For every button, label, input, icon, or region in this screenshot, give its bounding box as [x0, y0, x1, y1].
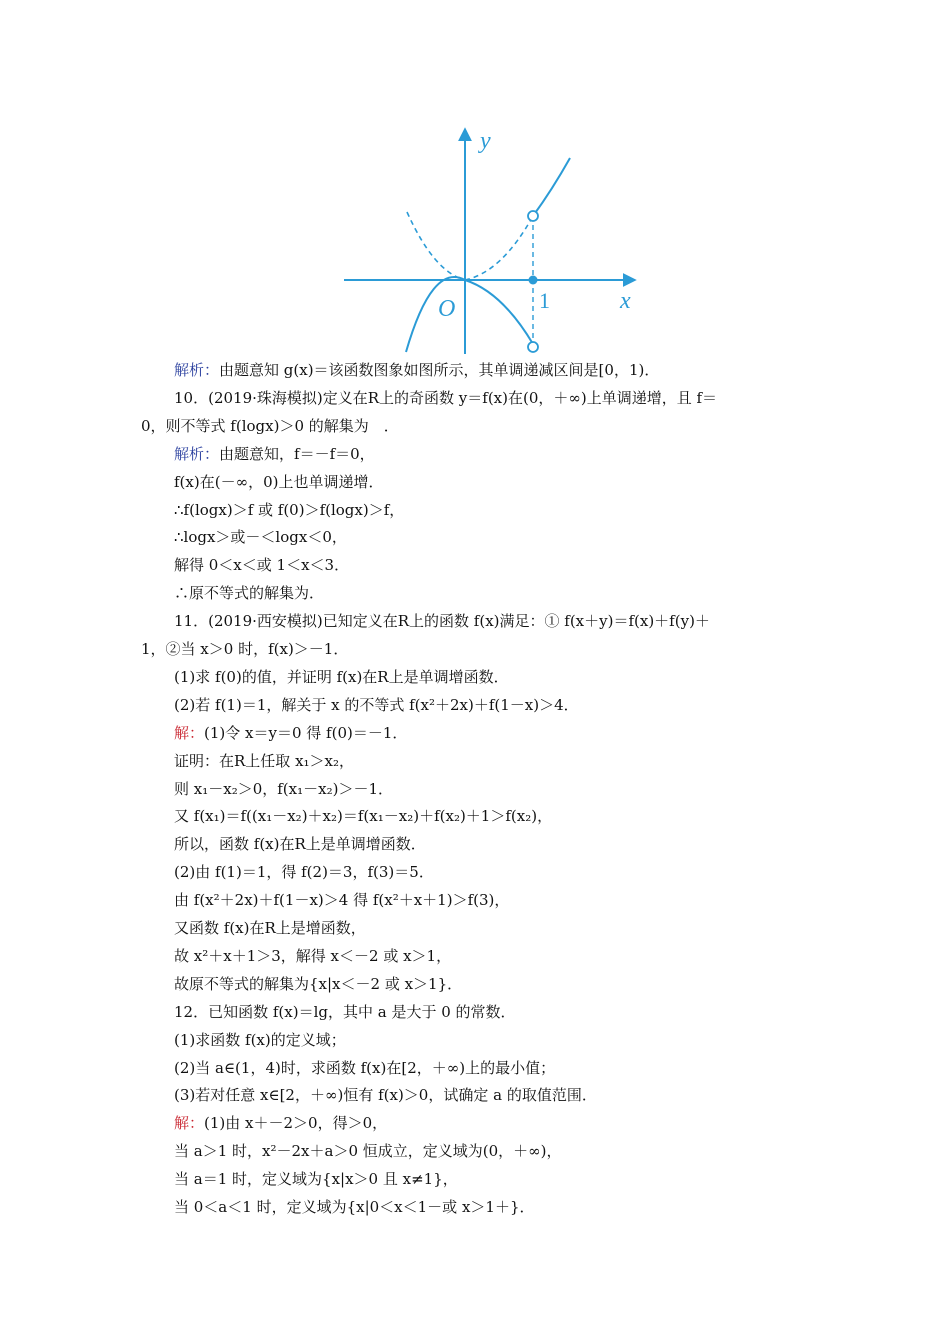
text-line	[0, 663, 950, 691]
line-text: (2)若 f(1)＝1，解关于 x 的不等式 f(x²＋2x)＋f(1－x)＞4．	[174, 695, 579, 714]
line-text: 解得 0＜x＜或 1＜x＜3．	[174, 556, 350, 575]
text-line	[0, 1081, 950, 1109]
text-line	[0, 998, 950, 1026]
solid-upper-branch	[533, 158, 570, 216]
text-line	[0, 886, 950, 914]
line-text: (2)当 a∈(1，4)时，求函数 f(x)在[2，＋∞)上的最小值；	[174, 1058, 556, 1077]
line-text: 当 0＜a＜1 时，定义域为{x|0＜x＜1－或 x＞1＋}．	[174, 1198, 535, 1216]
line-text: (1)求函数 f(x)的定义域；	[174, 1030, 346, 1049]
line-text: 由题意知，f＝－f＝0，	[219, 444, 375, 463]
line-text: 则 x₁－x₂＞0，f(x₁－x₂)＞－1．	[174, 779, 394, 798]
text-line	[0, 1165, 950, 1193]
line-text: 故原不等式的解集为{x|x＜－2 或 x＞1}．	[174, 974, 463, 993]
text-line	[0, 1193, 950, 1221]
text-line	[0, 1137, 950, 1165]
text-line	[0, 942, 950, 970]
line-text: (1)求 f(0)的值，并证明 f(x)在R上是单调增函数．	[174, 667, 509, 686]
line-text: (2)由 f(1)＝1，得 f(2)＝3，f(3)＝5．	[174, 863, 434, 882]
text-line	[0, 691, 950, 719]
text-line	[0, 468, 950, 496]
line-text: 当 a＞1 时，x²－2x＋a＞0 恒成立，定义域为(0，＋∞)，	[174, 1142, 562, 1161]
line-text: 当 a＝1 时，定义域为{x|x＞0 且 x≠1}，	[174, 1170, 458, 1189]
line-text: 由 f(x²＋2x)＋f(1－x)＞4 得 f(x²＋x＋1)＞f(3)，	[174, 891, 510, 910]
line-text: 12．已知函数 f(x)＝lg，其中 a 是大于 0 的常数．	[174, 1002, 516, 1021]
text-line	[0, 1109, 950, 1137]
dashed-left-branch	[407, 212, 465, 280]
text-line	[0, 858, 950, 886]
line-text: 由题意知 g(x)＝该函数图象如图所示，其单调递减区间是[0，1)．	[219, 361, 660, 379]
text-line	[0, 384, 950, 412]
function-graph-svg	[342, 122, 642, 357]
text-line	[0, 412, 950, 440]
line-text: (1)令 x＝y＝0 得 f(0)＝－1．	[204, 723, 408, 742]
line-text: 又函数 f(x)在R上是增函数，	[174, 919, 366, 937]
text-line	[0, 830, 950, 858]
dashed-right-branch	[465, 216, 533, 280]
text-line	[0, 579, 950, 607]
line-text: 所以，函数 f(x)在R上是单调增函数．	[174, 835, 426, 854]
line-text: 故 x²＋x＋1＞3，解得 x＜－2 或 x＞1，	[174, 946, 452, 965]
line-text: (3)若对任意 x∈[2，＋∞)恒有 f(x)＞0，试确定 a 的取值范围．	[174, 1086, 597, 1105]
line-text: ∴原不等式的解集为．	[174, 584, 325, 603]
line-text: 10．(2019·珠海模拟)定义在R上的奇函数 y＝f(x)在(0，＋∞)上单调递增，且 f＝	[174, 388, 718, 407]
origin-label: O	[438, 296, 456, 322]
y-axis-label: y	[480, 128, 491, 154]
answer-label: 解析：	[174, 444, 220, 463]
line-text: (1)由 x＋－2＞0，得＞0，	[204, 1114, 388, 1133]
line-text: f(x)在(－∞，0)上也单调递增．	[174, 472, 384, 491]
text-line	[0, 551, 950, 579]
text-line	[0, 970, 950, 998]
text-line	[0, 719, 950, 747]
filled-point-x1	[529, 276, 538, 285]
text-line	[0, 775, 950, 803]
solid-down-parabola	[406, 277, 533, 352]
text-line	[0, 496, 950, 524]
line-text: 又 f(x₁)＝f((x₁－x₂)＋x₂)＝f(x₁－x₂)＋f(x₂)＋1＞f(x₂)，	[174, 807, 553, 826]
text-line	[0, 607, 950, 635]
line-text: 证明：在R上任取 x₁＞x₂，	[174, 751, 355, 770]
line-text: 0，则不等式 f(logx)＞0 的解集为 ．	[141, 416, 399, 435]
line-text: ∴f(logx)＞f 或 f(0)＞f(logx)＞f，	[174, 500, 405, 519]
text-line	[0, 1026, 950, 1054]
answer-label: 解：	[174, 1114, 205, 1133]
text-line	[0, 914, 950, 942]
answer-label: 解：	[174, 723, 205, 742]
tick-label-1: 1	[539, 288, 550, 313]
answer-label: 解析：	[174, 361, 220, 379]
text-line	[0, 635, 950, 663]
text-line	[0, 356, 950, 384]
text-line	[0, 523, 950, 551]
open-circle-top	[528, 211, 538, 221]
line-text: ∴logx＞或－＜logx＜0，	[174, 528, 347, 547]
text-line	[0, 802, 950, 830]
line-text: 11．(2019·西安模拟)已知定义在R上的函数 f(x)满足：① f(x＋y)＝f(x)＋f(y)＋	[174, 612, 710, 631]
function-graph-figure	[342, 122, 642, 357]
text-line	[0, 747, 950, 775]
open-circle-bottom	[528, 342, 538, 352]
text-line	[0, 1054, 950, 1082]
x-axis-label: x	[620, 288, 631, 314]
line-text: 1，②当 x＞0 时，f(x)＞－1．	[141, 640, 349, 658]
text-line	[0, 440, 950, 468]
